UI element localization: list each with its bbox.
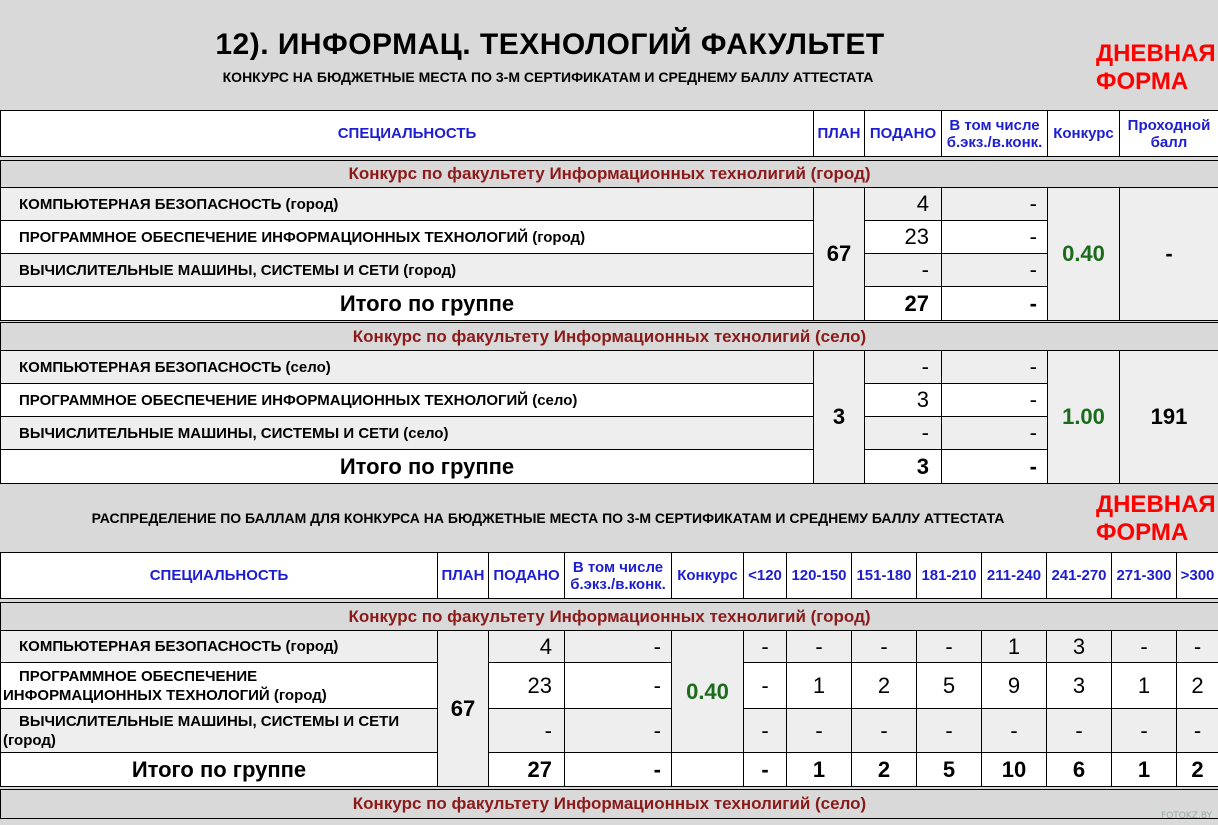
including-value: -: [565, 663, 672, 709]
total-range-count: 1: [1112, 753, 1177, 787]
range-count: -: [982, 709, 1047, 753]
section-row-village: [1, 790, 1218, 819]
range-count: -: [917, 631, 982, 663]
table-header-row: [1, 111, 1218, 157]
specialty-name: [1, 709, 438, 753]
specialty-name: ВЫЧИСЛИТЕЛЬНЫЕ МАШИНЫ, СИСТЕМЫ И СЕТИ (село): [1, 417, 814, 450]
total-including: -: [942, 450, 1048, 484]
header-passing-line1: Проходной: [1127, 116, 1211, 134]
range-count: -: [852, 709, 917, 753]
header-submitted: ПОДАНО: [489, 553, 565, 599]
range-count: -: [744, 709, 787, 753]
header-range: 241-270: [1047, 553, 1112, 599]
specialty-name: КОМПЬЮТЕРНАЯ БЕЗОПАСНОСТЬ (город): [1, 188, 814, 221]
specialty-name: КОМПЬЮТЕРНАЯ БЕЗОПАСНОСТЬ (город): [1, 631, 438, 663]
header-passing: [1120, 111, 1218, 157]
header-range: 211-240: [982, 553, 1047, 599]
table-row: [1, 417, 1218, 450]
total-submitted: 27: [865, 287, 942, 321]
table-row: [1, 663, 1218, 709]
specialty-name: ПРОГРАММНОЕ ОБЕСПЕЧЕНИЕ ИНФОРМАЦИОННЫХ ТЕХНОЛОГИЙ (село): [1, 384, 814, 417]
including-value: -: [942, 384, 1048, 417]
section-row-city: [1, 161, 1218, 188]
header-specialty: СПЕЦИАЛЬНОСТЬ: [1, 111, 814, 157]
table-row: [1, 188, 1218, 221]
header-plan: ПЛАН: [438, 553, 489, 599]
total-range-count: 10: [982, 753, 1047, 787]
section-row-city: [1, 603, 1218, 631]
submitted-value: 23: [489, 663, 565, 709]
range-count: 2: [852, 663, 917, 709]
range-count: -: [1112, 709, 1177, 753]
including-value: -: [942, 254, 1048, 287]
range-count: 1: [982, 631, 1047, 663]
specialty-name-line1: ВЫЧИСЛИТЕЛЬНЫЕ МАШИНЫ, СИСТЕМЫ И СЕТИ: [19, 712, 400, 730]
range-count: 1: [1112, 663, 1177, 709]
submitted-value: -: [865, 254, 942, 287]
section-row-village: [1, 323, 1218, 351]
page-title: 12). ИНФОРМАЦ. ТЕХНОЛОГИЙ ФАКУЛЬТЕТ: [215, 28, 885, 61]
header-range: 120-150: [787, 553, 852, 599]
header-including-line2: б.экз./в.конк.: [946, 133, 1043, 151]
plan-value: 3: [814, 351, 865, 484]
total-submitted: 3: [865, 450, 942, 484]
specialty-name-line2: (город): [3, 731, 56, 749]
range-count: -: [787, 709, 852, 753]
table-row: [1, 221, 1218, 254]
section-title: Конкурс по факультету Информационных технолигий (село): [1, 323, 1218, 351]
form-label-line2: ФОРМА: [1096, 519, 1189, 546]
header-range: 271-300: [1112, 553, 1177, 599]
range-count: -: [852, 631, 917, 663]
table-row: [1, 631, 1218, 663]
section-title: Конкурс по факультету Информационных технолигий (город): [1, 603, 1218, 631]
table-row: [1, 384, 1218, 417]
submitted-value: 23: [865, 221, 942, 254]
header-including-line2: б.экз./в.конк.: [570, 575, 666, 593]
header-including-line1: В том числе: [572, 558, 664, 576]
total-including: -: [942, 287, 1048, 321]
section-title: Конкурс по факультету Информационных технолигий (село): [1, 790, 1218, 819]
range-count: -: [917, 709, 982, 753]
header-competition: Конкурс: [672, 553, 744, 599]
distribution-subtitle: РАСПРЕДЕЛЕНИЕ ПО БАЛЛАМ ДЛЯ КОНКУРСА НА БЮДЖЕТНЫЕ МЕСТА ПО 3-М СЕРТИФИКАТАМ И СРЕДНЕМУ БАЛЛУ АТТЕСТАТА: [91, 510, 1005, 526]
range-count: -: [1047, 709, 1112, 753]
competition-value: 0.40: [672, 631, 744, 753]
range-count: -: [744, 631, 787, 663]
total-range-count: 2: [1177, 753, 1218, 787]
table-row: [1, 351, 1218, 384]
submitted-value: 4: [865, 188, 942, 221]
including-value: -: [565, 709, 672, 753]
including-value: -: [942, 221, 1048, 254]
range-count: -: [744, 663, 787, 709]
including-value: -: [942, 351, 1048, 384]
total-row: [1, 753, 1218, 787]
submitted-value: -: [489, 709, 565, 753]
range-count: -: [1177, 631, 1218, 663]
passing-score-value: -: [1120, 188, 1218, 321]
header-plan: ПЛАН: [814, 111, 865, 157]
range-count: -: [787, 631, 852, 663]
header-competition: Конкурс: [1048, 111, 1120, 157]
including-value: -: [942, 188, 1048, 221]
total-range-count: 5: [917, 753, 982, 787]
total-label: Итого по группе: [1, 450, 814, 484]
range-count: 3: [1047, 663, 1112, 709]
table-row: [1, 254, 1218, 287]
competition-value: 0.40: [1048, 188, 1120, 321]
submitted-value: 3: [865, 384, 942, 417]
total-label: Итого по группе: [1, 287, 814, 321]
score-distribution-table: [0, 552, 1218, 819]
header-including: [942, 111, 1048, 157]
submitted-value: 4: [489, 631, 565, 663]
total-row: [1, 287, 1218, 321]
including-value: -: [565, 631, 672, 663]
header-specialty: СПЕЦИАЛЬНОСТЬ: [1, 553, 438, 599]
passing-score-value: 191: [1120, 351, 1218, 484]
plan-value: 67: [814, 188, 865, 321]
header-range: 181-210: [917, 553, 982, 599]
header-range: <120: [744, 553, 787, 599]
range-count: 5: [917, 663, 982, 709]
total-row: [1, 450, 1218, 484]
header-range: 151-180: [852, 553, 917, 599]
total-range-count: -: [744, 753, 787, 787]
table-row: [1, 709, 1218, 753]
total-range-count: 2: [852, 753, 917, 787]
competition-value: 1.00: [1048, 351, 1120, 484]
range-count: 2: [1177, 663, 1218, 709]
form-label-line1: ДНЕВНАЯ: [1096, 491, 1216, 518]
submitted-value: -: [865, 351, 942, 384]
specialty-name-line1: ПРОГРАММНОЕ ОБЕСПЕЧЕНИЕ: [19, 667, 258, 685]
form-label-line1: ДНЕВНАЯ: [1096, 40, 1216, 67]
watermark: FOTOKZ.BY: [1161, 811, 1212, 821]
specialty-name: [1, 663, 438, 709]
admission-table: [0, 110, 1218, 484]
range-count: 9: [982, 663, 1047, 709]
total-competition-empty: [672, 753, 744, 787]
table-header-row: [1, 553, 1218, 599]
submitted-value: -: [865, 417, 942, 450]
total-including: -: [565, 753, 672, 787]
specialty-name: КОМПЬЮТЕРНАЯ БЕЗОПАСНОСТЬ (село): [1, 351, 814, 384]
range-count: 1: [787, 663, 852, 709]
including-value: -: [942, 417, 1048, 450]
header-including-line1: В том числе: [949, 116, 1040, 134]
range-count: -: [1177, 709, 1218, 753]
header-passing-line2: балл: [1150, 133, 1188, 151]
total-range-count: 6: [1047, 753, 1112, 787]
specialty-name: ВЫЧИСЛИТЕЛЬНЫЕ МАШИНЫ, СИСТЕМЫ И СЕТИ (город): [1, 254, 814, 287]
form-label-bottom: [1096, 491, 1218, 547]
total-label: Итого по группе: [1, 753, 438, 787]
range-count: 3: [1047, 631, 1112, 663]
header-submitted: ПОДАНО: [865, 111, 942, 157]
form-label-top: [1096, 40, 1218, 96]
range-count: -: [1112, 631, 1177, 663]
header-range: >300: [1177, 553, 1218, 599]
header-including: [565, 553, 672, 599]
total-range-count: 1: [787, 753, 852, 787]
form-label-line2: ФОРМА: [1096, 68, 1189, 95]
total-submitted: 27: [489, 753, 565, 787]
specialty-name-line2: ИНФОРМАЦИОННЫХ ТЕХНОЛОГИЙ (город): [3, 686, 327, 704]
specialty-name: ПРОГРАММНОЕ ОБЕСПЕЧЕНИЕ ИНФОРМАЦИОННЫХ ТЕХНОЛОГИЙ (город): [1, 221, 814, 254]
plan-value: 67: [438, 631, 489, 787]
page-subtitle: КОНКУРС НА БЮДЖЕТНЫЕ МЕСТА ПО 3-М СЕРТИФИКАТАМ И СРЕДНЕМУ БАЛЛУ АТТЕСТАТА: [222, 69, 874, 85]
section-title: Конкурс по факультету Информационных технолигий (город): [1, 161, 1218, 188]
